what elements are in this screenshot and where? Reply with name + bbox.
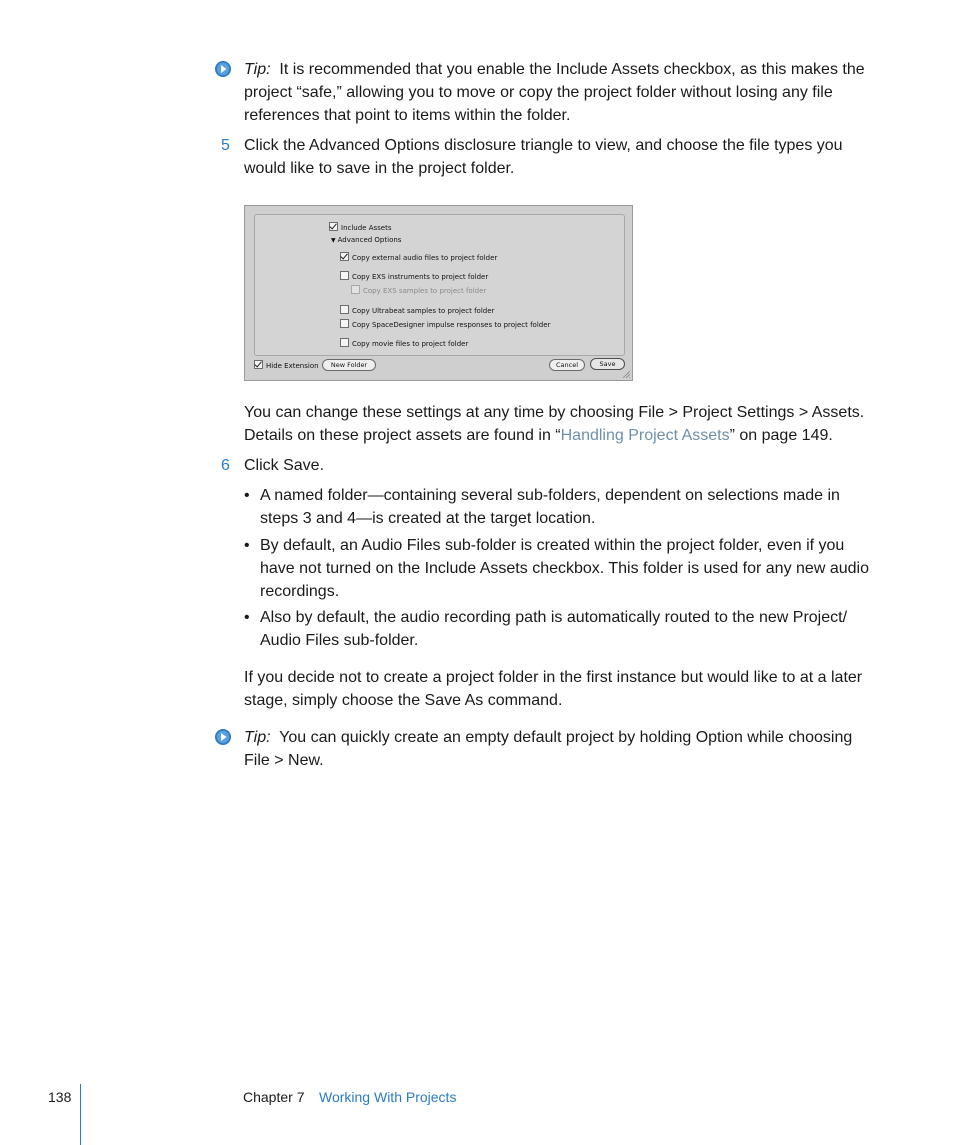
- tip-text: It is recommended that you enable the Include Assets checkbox, as this makes the project “safe,” allowing you to move or copy the project folder without losing any file references that point to items within the folder.: [244, 61, 865, 124]
- copy-exs-samples-checkbox: [351, 285, 360, 294]
- handling-project-assets-link[interactable]: Handling Project Assets: [560, 427, 730, 444]
- copy-exs-instruments-option: Copy EXS instruments to project folder: [340, 271, 488, 282]
- settings-paragraph: You can change these settings at any time by choosing File > Project Settings > Assets. Details on these project assets are found in “Handling Project Assets” on page 149.: [244, 404, 865, 444]
- tip-paragraph: [244, 726, 874, 772]
- cancel-button: Cancel: [549, 359, 585, 371]
- save-options-dialog-screenshot: [244, 205, 633, 381]
- hide-extension-checkbox: [254, 360, 263, 369]
- resize-grip-icon: [622, 370, 630, 378]
- include-assets-checkbox: [329, 222, 338, 231]
- bullet-dot-icon: •: [244, 609, 250, 626]
- bullet-dot-icon: •: [244, 537, 250, 554]
- footer-chapter-label: Chapter 7: [243, 1089, 305, 1105]
- tip-label: Tip:: [244, 61, 271, 78]
- tip-label: Tip:: [244, 729, 271, 746]
- list-item: By default, an Audio Files sub-folder is created within the project folder, even if you have not turned on the Include Assets checkbox. This folder is used for any new audio recordings.: [260, 537, 869, 600]
- copy-movie-option: Copy movie files to project folder: [340, 338, 468, 349]
- step-number: 6: [221, 457, 230, 474]
- save-button: Save: [590, 358, 625, 370]
- tip-arrow-icon: [214, 60, 232, 78]
- tip-text: You can quickly create an empty default project by holding Option while choosing File > New.: [244, 729, 853, 769]
- copy-ultrabeat-checkbox: [340, 305, 349, 314]
- include-assets-option: Include Assets: [329, 222, 392, 233]
- tip-paragraph: [244, 58, 874, 127]
- list-item: Also by default, the audio recording path is automatically routed to the new Project/ Audio Files sub-folder.: [260, 609, 848, 649]
- copy-movie-checkbox: [340, 338, 349, 347]
- new-folder-button: New Folder: [322, 359, 376, 371]
- bullet-dot-icon: •: [244, 487, 250, 504]
- copy-spacedesigner-option: Copy SpaceDesigner impulse responses to project folder: [340, 319, 550, 330]
- copy-exs-instruments-checkbox: [340, 271, 349, 280]
- tip-arrow-icon: [214, 728, 232, 746]
- disclosure-triangle-icon: ▼: [331, 237, 336, 244]
- copy-audio-checkbox: [340, 252, 349, 261]
- copy-exs-samples-option: Copy EXS samples to project folder: [351, 285, 486, 296]
- footer-section-title: Working With Projects: [319, 1089, 457, 1105]
- copy-audio-option: Copy external audio files to project folder: [340, 252, 497, 263]
- copy-ultrabeat-option: Copy Ultrabeat samples to project folder: [340, 305, 494, 316]
- step-number: 5: [221, 137, 230, 154]
- hide-extension-option: Hide Extension: [254, 360, 319, 371]
- page-number: 138: [48, 1089, 72, 1105]
- footer-divider: [80, 1084, 81, 1145]
- advanced-options-disclosure: ▼ Advanced Options: [331, 236, 402, 244]
- step-text: Click the Advanced Options disclosure triangle to view, and choose the file types you would like to save in the project folder.: [244, 137, 843, 177]
- step-text: Click Save.: [244, 457, 325, 474]
- save-as-paragraph: If you decide not to create a project folder in the first instance but would like to at a later stage, simply choose the Save As command.: [244, 669, 863, 709]
- copy-spacedesigner-checkbox: [340, 319, 349, 328]
- list-item: A named folder—containing several sub-folders, dependent on selections made in steps 3 and 4—is created at the target location.: [260, 487, 840, 527]
